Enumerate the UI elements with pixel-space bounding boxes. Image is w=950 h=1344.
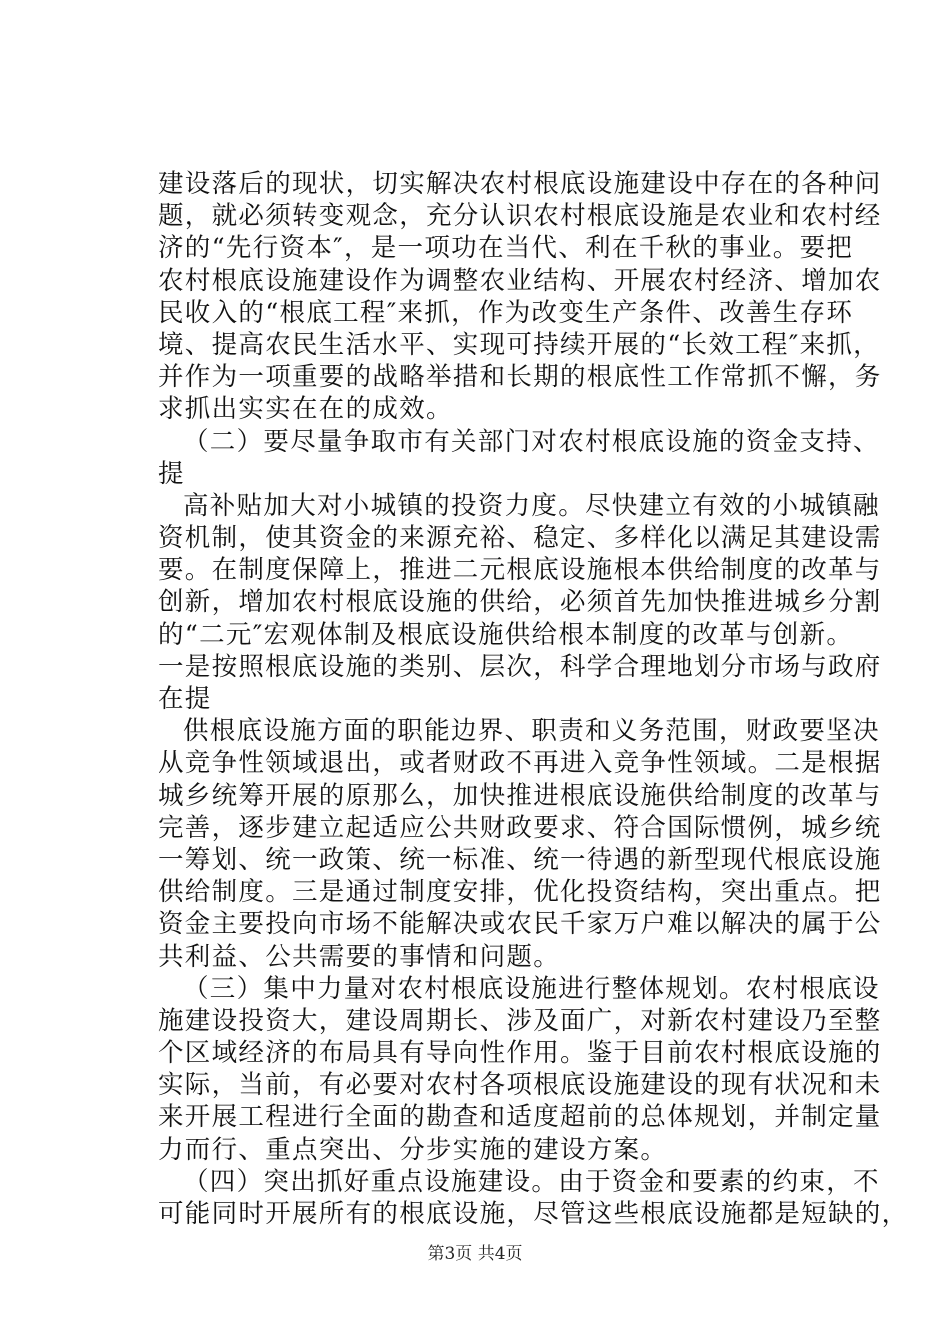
text-line: 来开展工程进行全面的勘查和适度超前的总体规划，并制定量: [158, 1102, 882, 1133]
text-line: 资金主要投向市场不能解决或农民千家万户难以解决的属于公: [158, 909, 882, 940]
text-line: 个区域经济的布局具有导向性作用。鉴于目前农村根底设施的: [158, 1038, 882, 1069]
text-line: 施建设投资大，建设周期长、涉及面广，对新农村建设乃至整: [158, 1005, 882, 1036]
text-line: 建设落后的现状，切实解决农村根底设施建设中存在的各种问: [158, 169, 882, 199]
text-line: 供根底设施方面的职能边界、职责和义务范围，财政要坚决: [183, 716, 880, 747]
text-line: 共利益、公共需要的事情和问题。: [158, 941, 561, 972]
section-heading-3: （三）集中力量对农村根底设施进行整体规划。农村根底设: [183, 973, 880, 1004]
text-line: 一是按照根底设施的类别、层次，科学合理地划分市场与政府: [158, 651, 882, 682]
text-line: 求抓出实实在在的成效。: [158, 394, 453, 425]
section-heading-2: （二）要尽量争取市有关部门对农村根底设施的资金支持、: [183, 426, 880, 457]
text-line: 题，就必须转变观念，充分认识农村根底设施是农业和农村经: [158, 201, 882, 232]
body-text: [158, 168, 909, 1230]
page-number-footer: 第3页 共4页: [427, 1244, 523, 1264]
text-line: 民收入的“根底工程″来抓，作为改变生产条件、改善生存环: [158, 297, 854, 328]
text-line: 济的“先行资本″，是一项功在当代、利在千秋的事业。要把: [158, 233, 854, 264]
text-line: 一筹划、统一政策、统一标准、统一待遇的新型现代根底设施: [158, 844, 882, 875]
text-line: 农村根底设施建设作为调整农业结构、开展农村经济、增加农: [158, 265, 882, 296]
text-line: 实际，当前，有必要对农村各项根底设施建设的现有状况和未: [158, 1070, 882, 1101]
text-line: 提: [158, 458, 185, 489]
text-line: 资机制，使其资金的来源充裕、稳定、多样化以满足其建设需: [158, 523, 882, 554]
text-line: 并作为一项重要的战略举措和长期的根底性工作常抓不懈，务: [158, 362, 882, 393]
text-line: 从竞争性领域退出，或者财政不再进入竞争性领域。二是根据: [158, 748, 882, 779]
text-line: 要。在制度保障上，推进二元根底设施根本供给制度的改革与: [158, 555, 882, 586]
text-line: 在提: [158, 684, 212, 714]
text-line: 完善，逐步建立起适应公共财政要求、符合国际惯例，城乡统: [158, 812, 882, 843]
text-line: 境、提高农民生活水平、实现可持续开展的“长效工程″来抓，: [158, 329, 880, 360]
text-line: 城乡统筹开展的原那么，加快推进根底设施供给制度的改革与: [158, 780, 882, 811]
text-line: 可能同时开展所有的根底设施，尽管这些根底设施都是短缺的，: [158, 1199, 909, 1229]
text-line: 创新，增加农村根底设施的供给，必须首先加快推进城乡分割: [158, 587, 882, 618]
text-line: 高补贴加大对小城镇的投资力度。尽快建立有效的小城镇融: [183, 490, 880, 521]
section-heading-4: （四）突出抓好重点设施建设。由于资金和要素的约束，不: [183, 1166, 880, 1197]
text-line: 的“二元″宏观体制及根底设施供给根本制度的改革与创新。: [158, 619, 854, 650]
text-line: 力而行、重点突出、分步实施的建设方案。: [158, 1134, 668, 1165]
text-line: 供给制度。三是通过制度安排，优化投资结构，突出重点。把: [158, 877, 882, 908]
